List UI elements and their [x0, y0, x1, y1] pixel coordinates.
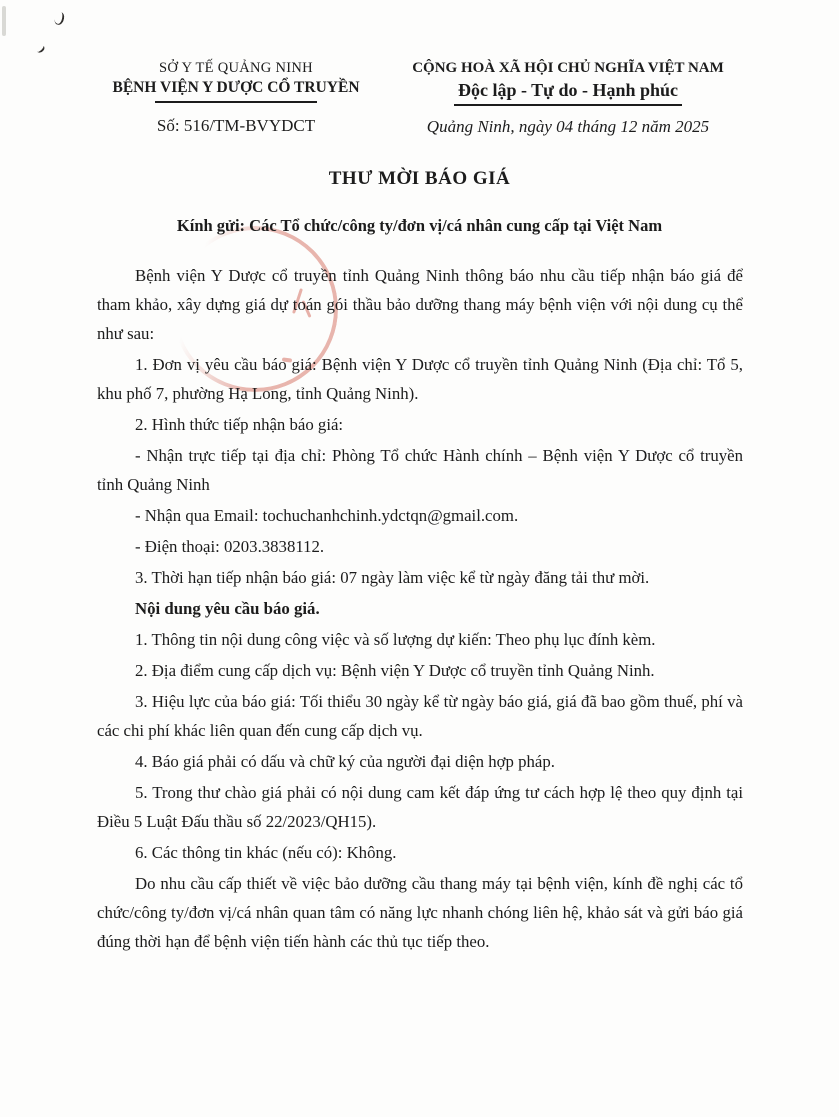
- body-paragraph-section-heading: Nội dung yêu cầu báo giá.: [135, 599, 320, 618]
- body-paragraph: 6. Các thông tin khác (nếu có): Không.: [135, 843, 397, 862]
- body-paragraph: - Nhận qua Email: tochuchanhchinh.ydctqn@gmail.com.: [135, 506, 519, 525]
- national-motto: Độc lập - Tự do - Hạnh phúc: [457, 80, 679, 100]
- body-paragraph: - Nhận trực tiếp tại địa chỉ: Phòng Tổ chức Hành chính – Bệnh viện Y Dược cổ truyền tỉnh Quảng Ninh: [97, 446, 743, 494]
- body-paragraph: Bệnh viện Y Dược cổ truyền tỉnh Quảng Ninh thông báo nhu cầu tiếp nhận báo giá để tham khảo, xây dựng giá dự toán gói thầu bảo dưỡng thang máy bệnh viện với nội dung cụ thể như sau:: [97, 266, 743, 343]
- department-name: SỞ Y TẾ QUẢNG NINH: [159, 60, 313, 76]
- pen-mark: [34, 42, 46, 54]
- scan-edge-smudge: [2, 6, 6, 36]
- body-paragraph: 2. Địa điểm cung cấp dịch vụ: Bệnh viện Y Dược cổ truyền tỉnh Quảng Ninh.: [135, 661, 655, 680]
- body-paragraph: - Điện thoại: 0203.3838112.: [135, 537, 325, 556]
- hospital-name-underline: [155, 101, 317, 103]
- place-date-line: Quảng Ninh, ngày 04 tháng 12 năm 2025: [426, 117, 710, 136]
- body-paragraph: 3. Thời hạn tiếp nhận báo giá: 07 ngày làm việc kể từ ngày đăng tải thư mời.: [135, 568, 650, 587]
- national-title: CỘNG HOÀ XÃ HỘI CHỦ NGHĨA VIỆT NAM: [412, 60, 724, 76]
- hospital-name: BỆNH VIỆN Y DƯỢC CỔ TRUYỀN: [112, 79, 360, 96]
- document-title: THƯ MỜI BÁO GIÁ: [328, 168, 511, 189]
- national-header-block: [388, 60, 748, 137]
- body-paragraph: 3. Hiệu lực của báo giá: Tối thiểu 30 ngày kể từ ngày báo giá, giá đã bao gồm thuế, phí và các chi phí khác liên quan đến cung cấp dịch vụ.: [97, 692, 743, 740]
- body-paragraph: 5. Trong thư chào giá phải có nội dung cam kết đáp ứng tư cách hợp lệ theo quy định tại Điều 5 Luật Đấu thầu số 22/2023/QH15).: [97, 783, 743, 831]
- document-number: Số: 516/TM-BVYDCT: [156, 116, 316, 135]
- body-paragraph: 2. Hình thức tiếp nhận báo giá:: [135, 415, 344, 434]
- body-paragraph: 1. Thông tin nội dung công việc và số lượng dự kiến: Theo phụ lục đính kèm.: [135, 630, 656, 649]
- issuer-header-block: [98, 60, 374, 136]
- salutation-line: Kính gửi: Các Tổ chức/công ty/đơn vị/cá nhân cung cấp tại Việt Nam: [176, 216, 663, 235]
- body-paragraph: 1. Đơn vị yêu cầu báo giá: Bệnh viện Y Dược cổ truyền tỉnh Quảng Ninh (Địa chỉ: Tổ 5, khu phố 7, phường Hạ Long, tỉnh Quảng Ninh).: [97, 355, 743, 403]
- document-body: [97, 261, 743, 958]
- body-paragraph: 4. Báo giá phải có dấu và chữ ký của người đại diện hợp pháp.: [135, 752, 555, 771]
- pen-mark: [54, 11, 66, 26]
- body-paragraph: Do nhu cầu cấp thiết về việc bảo dưỡng cầu thang máy tại bệnh viện, kính đề nghị các tổ chức/công ty/đơn vị/cá nhân quan tâm có năng lực nhanh chóng liên hệ, khảo sát và gửi báo giá đúng thời hạn để bệnh viện tiến hành các thủ tục tiếp theo.: [97, 874, 743, 951]
- motto-underline: [454, 104, 682, 106]
